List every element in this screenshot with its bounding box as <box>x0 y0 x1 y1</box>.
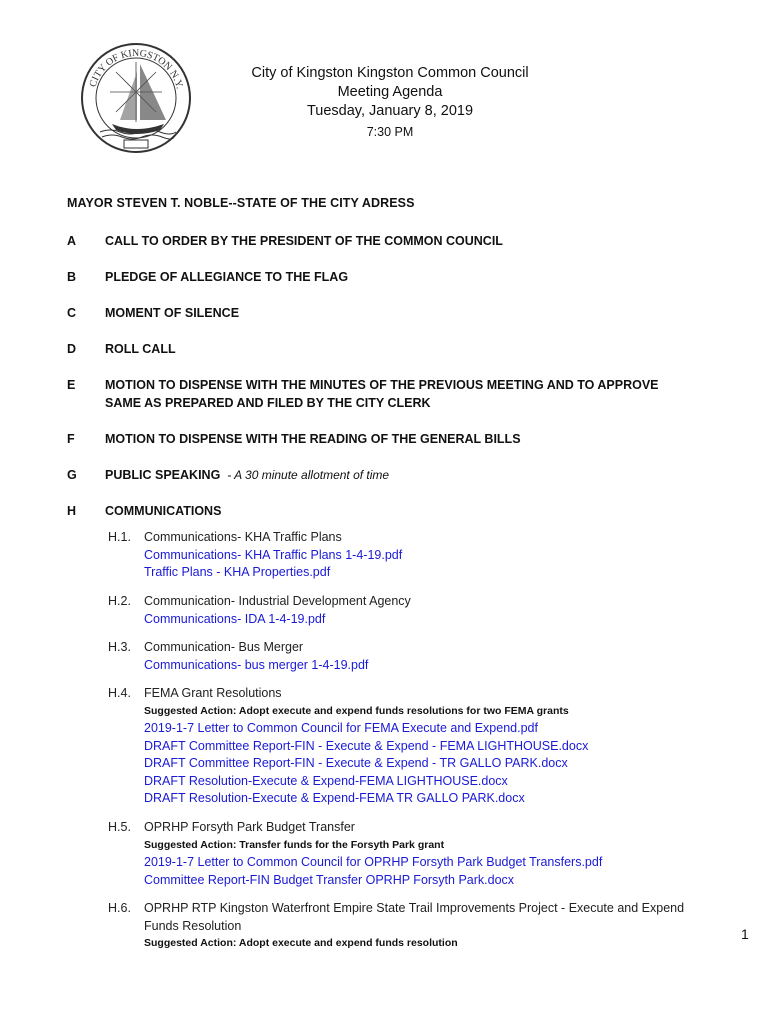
attachment-link[interactable]: Communications- IDA 1-4-19.pdf <box>144 611 326 626</box>
item-text-main: PUBLIC SPEAKING <box>105 468 221 482</box>
council-name: City of Kingston Kingston Common Council <box>251 65 529 81</box>
sub-item-title-line2: Funds Resolution <box>144 918 242 933</box>
item-letter: B <box>67 270 77 284</box>
suggested-action: Suggested Action: Adopt execute and expend funds resolutions for two FEMA grants <box>144 704 569 717</box>
item-letter: F <box>67 432 75 446</box>
item-text: MOTION TO DISPENSE WITH THE READING OF THE GENERAL BILLS <box>105 432 521 446</box>
suggested-action: Suggested Action: Adopt execute and expend funds resolution <box>144 937 458 949</box>
item-letter: H <box>67 504 77 518</box>
page-number: 1 <box>741 926 749 942</box>
sub-item-title: Communication- Industrial Development Agency <box>144 594 411 608</box>
item-text-line2: SAME AS PREPARED AND FILED BY THE CITY CLERK <box>105 396 431 410</box>
item-text-line1: MOTION TO DISPENSE WITH THE MINUTES OF THE PREVIOUS MEETING AND TO APPROVE <box>105 378 659 392</box>
attachment-link[interactable]: Communications- KHA Traffic Plans 1-4-19.pdf <box>144 547 403 562</box>
attachment-link[interactable]: 2019-1-7 Letter to Common Council for OPRHP Forsyth Park Budget Transfers.pdf <box>144 855 603 869</box>
item-letter: C <box>67 306 77 320</box>
sub-item-number: H.4. <box>108 686 131 700</box>
agenda-title: Meeting Agenda <box>337 84 443 100</box>
sub-item-title: Communications- KHA Traffic Plans <box>144 530 342 544</box>
item-text: MOMENT OF SILENCE <box>105 306 240 320</box>
meeting-time: 7:30 PM <box>366 125 414 139</box>
attachment-link[interactable]: DRAFT Resolution-Execute & Expend-FEMA LIGHTHOUSE.docx <box>144 773 508 788</box>
meeting-date: Tuesday, January 8, 2019 <box>306 103 474 119</box>
agenda-header <box>180 64 600 142</box>
mayor-address-heading: MAYOR STEVEN T. NOBLE--STATE OF THE CITY ADRESS <box>67 196 415 210</box>
attachment-link[interactable]: Traffic Plans - KHA Properties.pdf <box>144 565 331 579</box>
sub-item-number: H.1. <box>108 530 131 544</box>
item-text <box>105 376 705 412</box>
item-letter: G <box>67 468 77 482</box>
item-letter: A <box>67 234 77 248</box>
item-text: ROLL CALL <box>105 342 176 356</box>
attachment-link[interactable]: DRAFT Resolution-Execute & Expend-FEMA TR GALLO PARK.docx <box>144 791 525 805</box>
sub-item-title-line1: OPRHP RTP Kingston Waterfront Empire State Trail Improvements Project - Execute and Expend <box>144 901 685 915</box>
item-letter: D <box>67 342 77 356</box>
item-text: COMMUNICATIONS <box>105 504 222 518</box>
attachment-link[interactable]: DRAFT Committee Report-FIN - Execute & Expend - FEMA LIGHTHOUSE.docx <box>144 738 589 753</box>
sub-item-number: H.6. <box>108 901 131 915</box>
sub-item-title: OPRHP Forsyth Park Budget Transfer <box>144 820 355 834</box>
item-text: PLEDGE OF ALLEGIANCE TO THE FLAG <box>105 270 349 284</box>
item-letter: E <box>67 378 76 392</box>
item-text: CALL TO ORDER BY THE PRESIDENT OF THE COMMON COUNCIL <box>105 234 503 248</box>
suggested-action: Suggested Action: Transfer funds for the Forsyth Park grant <box>144 838 445 851</box>
city-seal-logo <box>80 42 192 154</box>
attachment-link[interactable]: 2019-1-7 Letter to Common Council for FEMA Execute and Expend.pdf <box>144 721 538 735</box>
item-note: - A 30 minute allotment of time <box>227 468 390 482</box>
attachment-link[interactable]: DRAFT Committee Report-FIN - Execute & Expend - TR GALLO PARK.docx <box>144 756 568 770</box>
sub-item-number: H.5. <box>108 820 131 834</box>
sub-item-number: H.2. <box>108 594 131 608</box>
sub-item-title: FEMA Grant Resolutions <box>144 686 282 700</box>
sub-item-number: H.3. <box>108 640 131 654</box>
attachment-link[interactable]: Communications- bus merger 1-4-19.pdf <box>144 657 369 672</box>
attachment-link[interactable]: Committee Report-FIN Budget Transfer OPRHP Forsyth Park.docx <box>144 872 515 887</box>
item-text <box>105 466 705 484</box>
svg-text:CITY OF KINGSTON N.Y.: CITY OF KINGSTON N.Y. <box>87 47 185 91</box>
sub-item-title: Communication- Bus Merger <box>144 640 304 654</box>
